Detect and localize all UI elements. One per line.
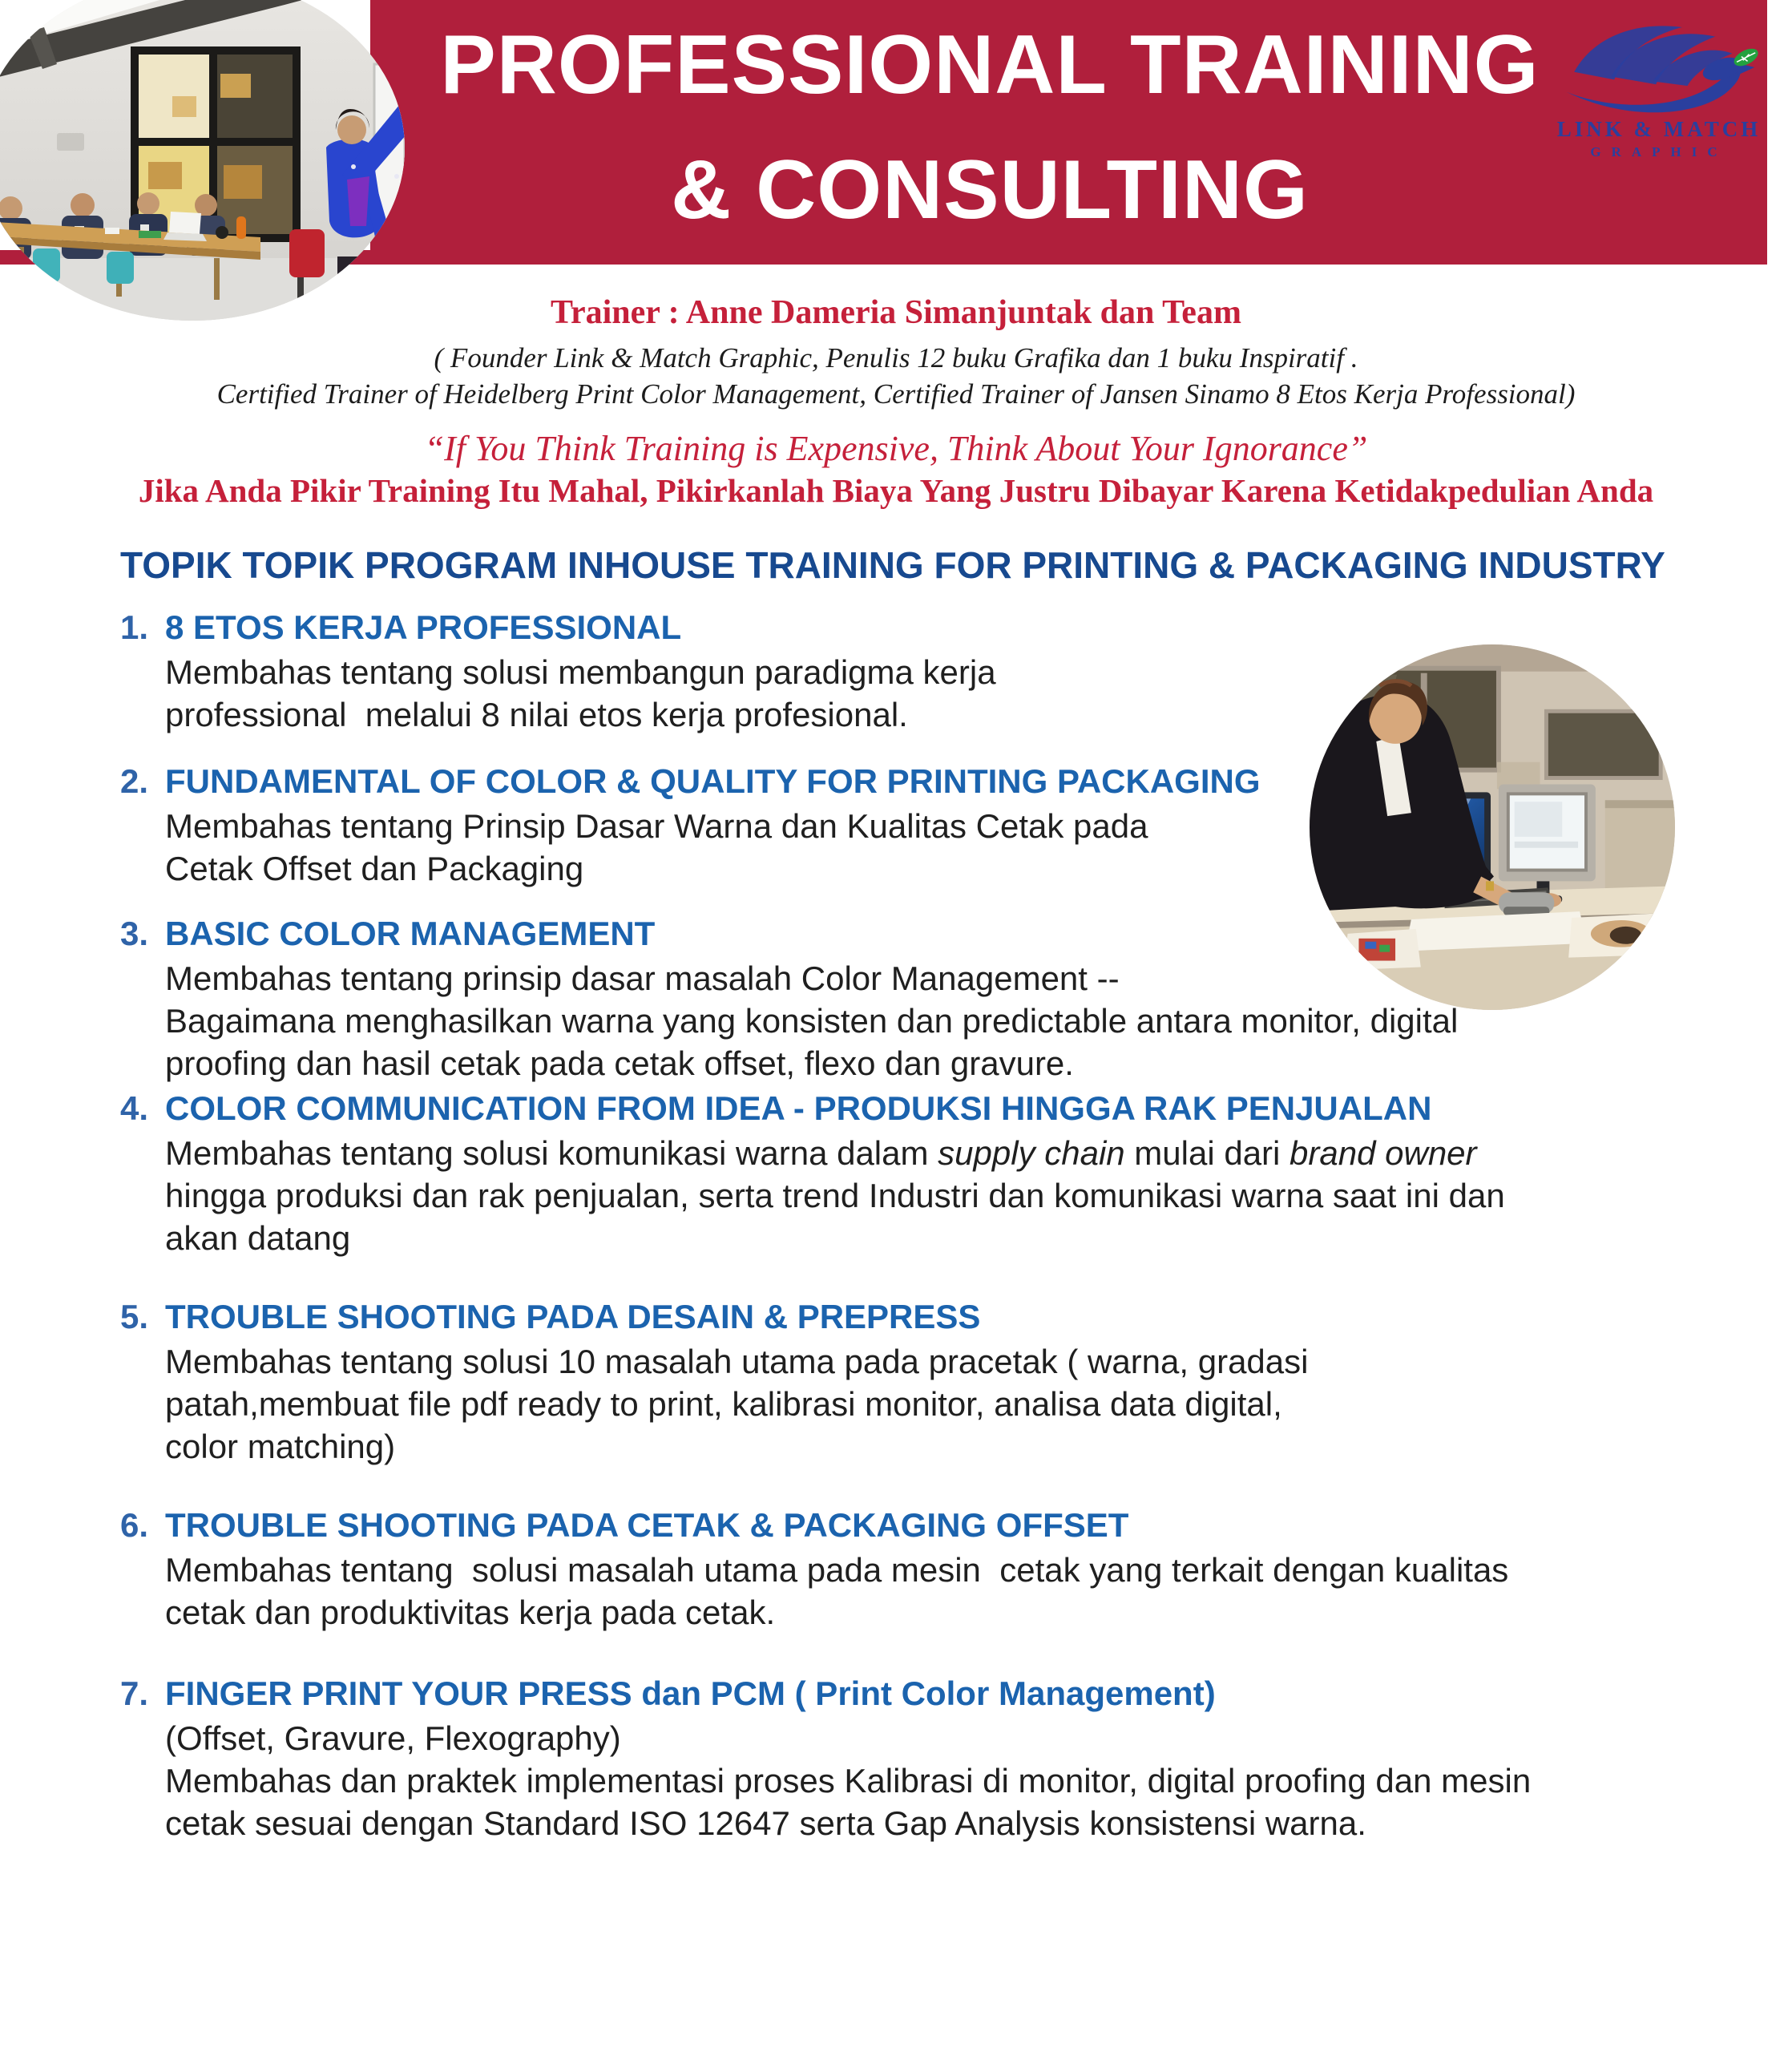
topic-body-line: Membahas tentang solusi komunikasi warna dalam supply chain mulai dari brand owner bbox=[165, 1134, 1477, 1172]
topic-title: COLOR COMMUNICATION FROM IDEA - PRODUKSI HINGGA RAK PENJUALAN bbox=[165, 1089, 1432, 1127]
topic-item bbox=[120, 608, 1683, 736]
topic-title: TROUBLE SHOOTING PADA CETAK & PACKAGING OFFSET bbox=[165, 1506, 1129, 1544]
trainer-sub-line2: Certified Trainer of Heidelberg Print Color Management, Certified Trainer of Jansen Sinamo 8 Etos Kerja Professional) bbox=[216, 378, 1576, 410]
topic-number: 4. bbox=[120, 1089, 149, 1127]
topic-number: 2. bbox=[120, 762, 149, 800]
topic-body-line: cetak sesuai dengan Standard ISO 12647 serta Gap Analysis konsistensi warna. bbox=[165, 1804, 1366, 1842]
topic-heading bbox=[120, 1297, 1683, 1337]
topic-title: TROUBLE SHOOTING PADA DESAIN & PREPRESS bbox=[165, 1298, 981, 1335]
classroom-training-photo bbox=[0, 0, 405, 321]
link-and-match-logo bbox=[1551, 21, 1767, 160]
topic-heading bbox=[120, 1674, 1683, 1714]
topic-number: 1. bbox=[120, 608, 149, 646]
topic-body-line: Membahas tentang prinsip dasar masalah Color Management -- bbox=[165, 959, 1120, 997]
topic-body-line: Membahas tentang solusi masalah utama pada mesin cetak yang terkait dengan kualitas bbox=[165, 1551, 1509, 1589]
topics-heading: TOPIK TOPIK PROGRAM INHOUSE TRAINING FOR PRINTING & PACKAGING INDUSTRY bbox=[120, 544, 1665, 586]
topic-title: FINGER PRINT YOUR PRESS dan PCM ( Print Color Management) bbox=[165, 1674, 1216, 1712]
topic-item bbox=[120, 1674, 1683, 1844]
topic-heading bbox=[120, 608, 1683, 648]
topic-title: BASIC COLOR MANAGEMENT bbox=[165, 915, 656, 952]
topic-body-line: (Offset, Gravure, Flexography) bbox=[165, 1719, 621, 1757]
topic-body bbox=[120, 1340, 1683, 1468]
topic-body-line: Cetak Offset dan Packaging bbox=[165, 850, 584, 887]
logo-text-line1: LINK & MATCH bbox=[1556, 117, 1762, 141]
logo-text-line2: GRAPHIC bbox=[1590, 144, 1728, 160]
bird-logo-icon bbox=[1559, 21, 1759, 115]
topic-body bbox=[120, 805, 1683, 890]
classroom-photo-illustration bbox=[0, 0, 405, 321]
topic-body-line: Membahas tentang Prinsip Dasar Warna dan Kualitas Cetak pada bbox=[165, 807, 1148, 845]
topic-body-line: cetak dan produktivitas kerja pada cetak. bbox=[165, 1594, 776, 1631]
topic-title: 8 ETOS KERJA PROFESSIONAL bbox=[165, 608, 682, 646]
topic-body bbox=[120, 957, 1683, 1085]
topic-number: 6. bbox=[120, 1506, 149, 1544]
topic-item bbox=[120, 1089, 1683, 1259]
topic-body-line: Bagaimana menghasilkan warna yang konsisten dan predictable antara monitor, digital bbox=[165, 1002, 1459, 1040]
topic-title: FUNDAMENTAL OF COLOR & QUALITY FOR PRINTING PACKAGING bbox=[165, 762, 1261, 800]
quote-indonesian: Jika Anda Pikir Training Itu Mahal, Pikirkanlah Biaya Yang Justru Dibayar Karena Ketidakpedulian Anda bbox=[138, 472, 1654, 509]
topic-heading bbox=[120, 914, 1683, 954]
quote-english: “If You Think Training is Expensive, Think About Your Ignorance” bbox=[424, 429, 1368, 468]
topics-list bbox=[120, 608, 1683, 1844]
topic-body-line: akan datang bbox=[165, 1219, 351, 1257]
trainer-subheading bbox=[0, 340, 1792, 412]
banner-title-line1: PROFESSIONAL TRAINING bbox=[440, 18, 1540, 111]
topic-item bbox=[120, 1505, 1683, 1634]
topic-number: 3. bbox=[120, 915, 149, 952]
topic-body-line: Membahas tentang solusi 10 masalah utama pada pracetak ( warna, gradasi bbox=[165, 1343, 1309, 1380]
topic-number: 5. bbox=[120, 1298, 149, 1335]
topic-body-line: Membahas dan praktek implementasi proses Kalibrasi di monitor, digital proofing dan mesin bbox=[165, 1762, 1532, 1800]
topic-body-line: professional melalui 8 nilai etos kerja profesional. bbox=[165, 696, 908, 733]
topic-body-line: Membahas tentang solusi membangun paradigma kerja bbox=[165, 653, 996, 691]
topic-heading bbox=[120, 761, 1683, 802]
topic-body-line: hingga produksi dan rak penjualan, serta trend Industri dan komunikasi warna saat ini dan bbox=[165, 1177, 1505, 1214]
topic-item bbox=[120, 761, 1683, 890]
topic-body bbox=[120, 1549, 1683, 1634]
topic-item bbox=[120, 1297, 1683, 1468]
topic-body-line: proofing dan hasil cetak pada cetak offset, flexo dan gravure. bbox=[165, 1044, 1074, 1082]
trainer-heading: Trainer : Anne Dameria Simanjuntak dan Team bbox=[551, 294, 1241, 331]
topic-body-line: color matching) bbox=[165, 1428, 396, 1465]
topic-heading bbox=[120, 1089, 1683, 1129]
trainer-sub-line1: ( Founder Link & Match Graphic, Penulis 12 buku Grafika dan 1 buku Inspiratif . bbox=[434, 342, 1358, 374]
topic-body bbox=[120, 1132, 1683, 1259]
topic-body-line: patah,membuat file pdf ready to print, kalibrasi monitor, analisa data digital, bbox=[165, 1385, 1282, 1423]
topic-heading bbox=[120, 1505, 1683, 1545]
topic-number: 7. bbox=[120, 1674, 149, 1712]
topic-body bbox=[120, 1717, 1683, 1844]
topic-item bbox=[120, 914, 1683, 1085]
topic-body bbox=[120, 651, 1683, 736]
banner-title-line2: & CONSULTING bbox=[671, 143, 1309, 236]
